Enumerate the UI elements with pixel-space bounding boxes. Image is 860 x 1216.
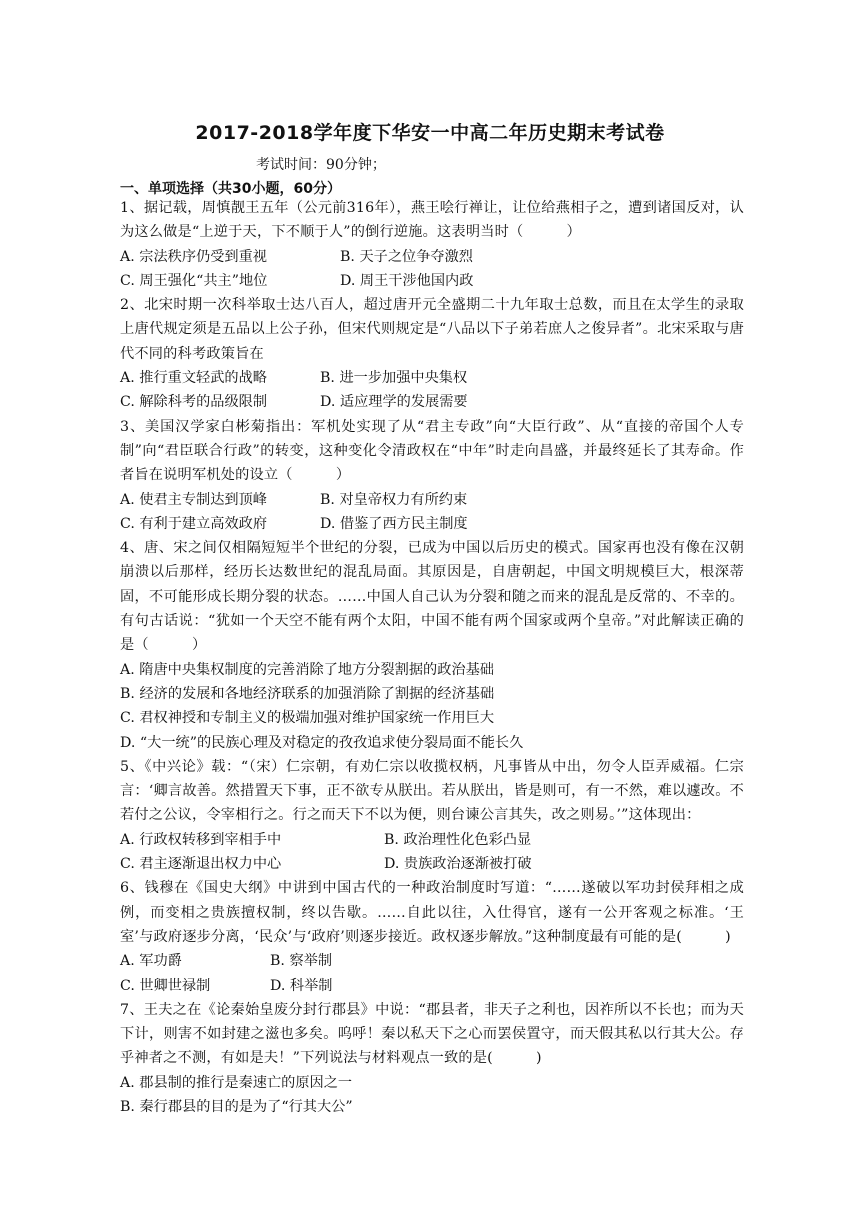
options [120,488,744,537]
question-4 [120,536,744,755]
option-c[interactable]: C. 君权神授和专制主义的极端加强对维护国家统一作用巨大 [120,710,495,727]
option-b[interactable]: B. 秦行郡县的目的是为了“行其大公” [120,1098,353,1115]
option-c[interactable]: C. 世卿世禄制 [120,977,211,994]
question-stem: 5、《中兴论》载：“（宋）仁宗朝，有劝仁宗以收揽权柄，凡事皆从中出，勿令人臣弄威福。仁宗言：‘卿言故善。然措置天下事，正不欲专从朕出。若从朕出，皆是则可，有一不然，难以遽改。不若付之公议，令宰相行之。行之而天下不以为便，则台谏公言其失，改之则易。’”这体现出： [120,758,744,824]
option-b[interactable]: B. 进一步加强中央集权 [320,370,468,387]
options [120,828,744,877]
question-3 [120,415,744,536]
option-c[interactable]: C. 君主逐渐退出权力中心 [120,856,282,873]
option-d[interactable]: D. 科举制 [270,977,333,994]
option-d[interactable]: D. 周王干涉他国内政 [340,272,474,289]
question-stem: 3、美国汉学家白彬菊指出：军机处实现了从“君主专政”向“大臣行政”、从“直接的帝国个人专制”向“君臣联合行政”的转变，这种变化令清政权在“中年”时走向昌盛，并最终延长了其寿命。作者旨在说明军机处的设立（ ） [120,418,744,484]
question-list [120,196,744,1119]
option-b[interactable]: B. 天子之位争夺激烈 [340,248,473,265]
option-a[interactable]: A. 行政权转移到宰相手中 [120,831,282,848]
option-c[interactable]: C. 解除科考的品级限制 [120,394,268,411]
option-a[interactable]: A. 郡县制的推行是秦速亡的原因之一 [120,1074,353,1091]
option-d[interactable]: D. 贵族政治逐渐被打破 [384,856,532,873]
options [120,366,744,415]
question-7 [120,998,744,1119]
option-a[interactable]: A. 推行重文轻武的战略 [120,370,267,387]
option-c[interactable]: C. 周王强化“共主”地位 [120,272,268,289]
option-d[interactable]: D. “大一统”的民族心理及对稳定的孜孜追求使分裂局面不能长久 [120,734,524,751]
question-stem: 1、据记载，周慎靓王五年（公元前316年），燕王哙行禅让，让位给燕相子之，遭到诸国反对，认为这么做是“上逆于天，下不顺于人”的倒行逆施。这表明当时（ ） [120,200,744,241]
options [120,245,744,294]
option-c[interactable]: C. 有利于建立高效政府 [120,515,268,532]
question-5 [120,755,744,876]
option-d[interactable]: D. 适应理学的发展需要 [320,394,468,411]
question-stem: 6、钱穆在《国史大纲》中讲到中国古代的一种政治制度时写道：“……遂破以军功封侯拜相之成例，而变相之贵族擅权制，终以告歇。……自此以往，入仕得官，遂有一公开客观之标准。‘王室’与政府逐步分离，‘民众’与‘政府’则逐步接近。政权逐步解放。”这种制度最有可能的是( ) [120,880,744,945]
question-stem: 4、唐、宋之间仅相隔短短半个世纪的分裂，已成为中国以后历史的模式。国家再也没有像在汉朝崩溃以后那样，经历长达数世纪的混乱局面。其原因是，自唐朝起，中国文明规模巨大，根深蒂固，不可能形成长期分裂的状态。……中国人自己认为分裂和随之而来的混乱是反常的、不幸的。有句古话说：“犹如一个天空不能有两个太阳，中国不能有两个国家或两个皇帝。”对此解读正确的是（ ） [120,540,744,654]
question-2 [120,293,744,414]
option-b[interactable]: B. 对皇帝权力有所约束 [320,491,468,508]
options [120,1071,744,1120]
section-heading: 一、单项选择（共30小题，60分） [120,181,341,197]
option-a[interactable]: A. 隋唐中央集权制度的完善消除了地方分裂割据的政治基础 [120,661,494,678]
question-6 [120,876,744,997]
options [120,949,744,998]
option-b[interactable]: B. 察举制 [270,953,333,970]
option-a[interactable]: A. 使君主专制达到顶峰 [120,491,267,508]
exam-time: 考试时间：90分钟； [256,157,386,173]
option-a[interactable]: A. 宗法秩序仍受到重视 [120,248,267,265]
question-1 [120,196,744,293]
exam-title: 2017-2018学年度下华安一中高二年历史期末考试卷 [195,122,665,144]
option-a[interactable]: A. 军功爵 [120,953,182,970]
question-stem: 7、王夫之在《论秦始皇废分封行郡县》中说：“郡县者，非天子之利也，因祚所以不长也；而为天下计，则害不如封建之滋也多矣。呜呼！秦以私天下之心而罢侯置守，而天假其私以行其大公。存乎神者之不测，有如是夫！”下列说法与材料观点一致的是( ) [120,1001,744,1067]
option-b[interactable]: B. 经济的发展和各地经济联系的加强消除了割据的经济基础 [120,685,495,702]
option-b[interactable]: B. 政治理性化色彩凸显 [384,831,532,848]
options [120,658,744,755]
question-stem: 2、北宋时期一次科举取士达八百人，超过唐开元全盛期二十九年取士总数，而且在太学生的录取上唐代规定须是五品以上公子孙，但宋代则规定是“八品以下子弟若庶人之俊异者”。北宋采取与唐代不同的科考政策旨在 [120,297,744,362]
option-d[interactable]: D. 借鉴了西方民主制度 [320,515,468,532]
